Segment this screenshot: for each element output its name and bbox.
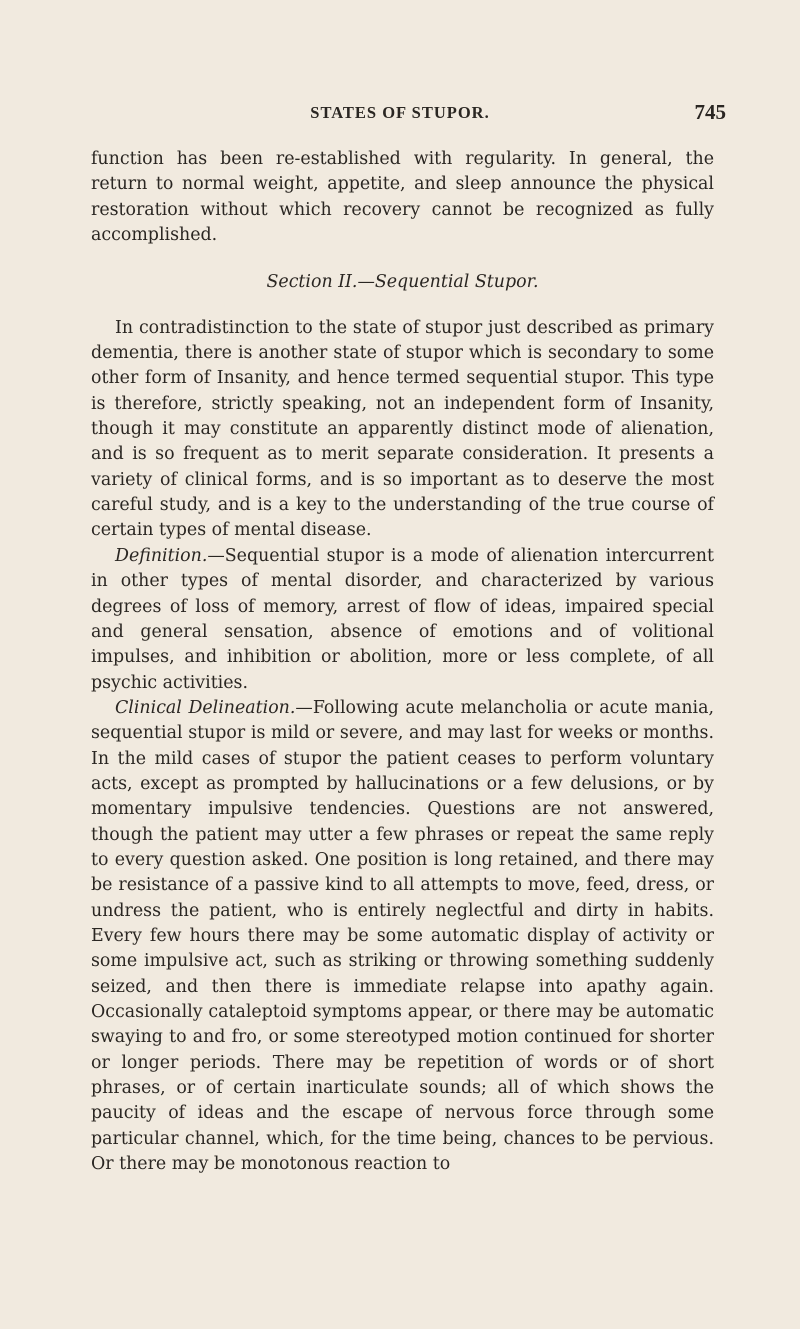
- paragraph-clinical-delineation: [91, 696, 714, 1178]
- body-text: [91, 147, 714, 1177]
- running-title: STATES OF STUPOR.: [310, 103, 490, 122]
- definition-text: —Sequential stupor is a mode of alienation intercurrent in other types of mental disorder, and characterized by various degrees of loss of memory, arrest of flow of ideas, impaired special and general sensation, absence of emotions and of volitional impulses, and inhibition or abolition, more or less complete, of all psychic activities.: [91, 545, 714, 693]
- section-heading: Section II.—Sequential Stupor.: [266, 272, 539, 293]
- paragraph-continuation: function has been re-established with regularity. In general, the return to normal weight, appetite, and sleep announce the physical restoration without which recovery cannot be recognized as fully accomplished.: [91, 149, 714, 246]
- paragraph-intro: In contradistinction to the state of stupor just described as primary dementia, there is another state of stupor which is secondary to some other form of Insanity, and hence termed sequential stupor. This type is therefore, strictly speaking, not an independent form of Insanity, though it may constitute an apparently distinct mode of alienation, and is so frequent as to merit separate consideration. It presents a variety of clinical forms, and is so important as to deserve the most careful study, and is a key to the understanding of the true course of certain types of mental disease.: [91, 317, 714, 541]
- clinical-delineation-text: —Following acute melancholia or acute mania, sequential stupor is mild or severe, and may last for weeks or months. In the mild cases of stupor the patient ceases to perform voluntary acts, except as prompted by hallucinations or a few delusions, or by momentary impulsive tendencies. Questions are not answered, though the patient may utter a few phrases or repeat the same reply to every question asked. One position is long retained, and there may be resistance of a passive kind to all attempts to move, feed, dress, or undress the patient, who is entirely neglectful and dirty in habits. Every few hours there may be some automatic display of activity or some impulsive act, such as striking or throwing something suddenly seized, and then there is immediate relapse into apathy again. Occasionally cataleptoid symptoms appear, or there may be automatic swaying to and fro, or some stereotyped motion continued for shorter or longer periods. There may be repetition of words or of short phrases, or of certain inarticulate sounds; all of which shows the paucity of ideas and the escape of nervous force through some particular channel, which, for the time being, chances to be pervious. Or there may be monotonous reaction to: [91, 697, 714, 1175]
- paragraph-definition: [91, 544, 714, 696]
- running-head: [0, 100, 800, 127]
- clinical-delineation-label: Clinical Delineation.: [115, 697, 296, 718]
- definition-label: Definition.: [115, 545, 208, 566]
- page-number: 745: [694, 100, 726, 124]
